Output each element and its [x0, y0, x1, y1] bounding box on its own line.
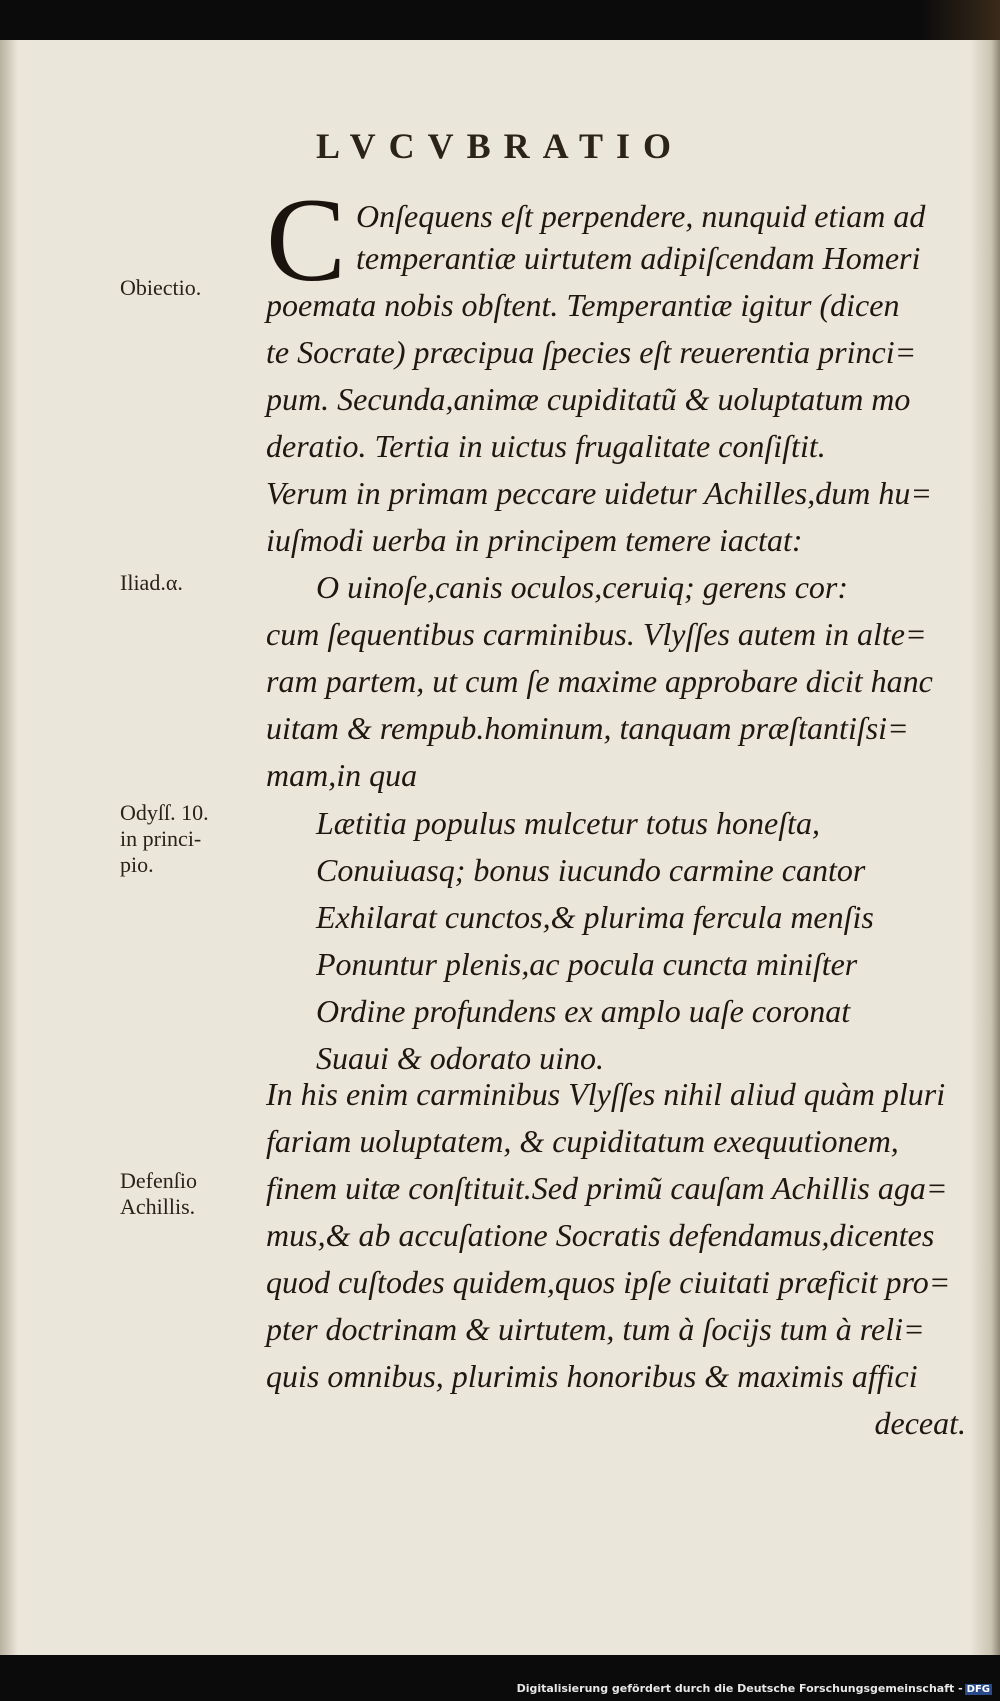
text-line: pter doctrinam & uirtutem, tum à ſocijs tum à reli=: [266, 1311, 925, 1347]
text-line: mam,in qua: [266, 757, 418, 793]
verse-line: Ponuntur plenis,ac pocula cuncta miniſter: [316, 946, 858, 982]
text-line: cum ſequentibus carminibus. Vlyſſes autem in alte=: [266, 616, 927, 652]
text-line: iuſmodi uerba in principem temere iactat:: [266, 522, 803, 558]
text-line: pum. Secunda,animæ cupiditatũ & uoluptatum mo: [266, 381, 911, 417]
verse-line: Lætitia populus mulcetur totus honeſta,: [316, 805, 821, 841]
drop-initial: C: [266, 173, 347, 306]
text-line: In his enim carminibus Vlyſſes nihil aliud quàm pluri: [266, 1076, 946, 1112]
text-line: O uinoſe,canis oculos,ceruiq; gerens cor:: [316, 569, 849, 605]
verse-line: Ordine profundens ex amplo uaſe coronat: [316, 993, 851, 1029]
text-line: fariam uoluptatem, & cupiditatum exequutionem,: [266, 1123, 899, 1159]
running-head: LVCVBRATIO: [315, 126, 685, 166]
verse-line: Suaui & odorato uino.: [316, 1040, 605, 1076]
digitization-credit-text: Digitalisierung gefördert durch die Deutsche Forschungsgemeinschaft -: [516, 1682, 963, 1695]
text-line: ram partem, ut cum ſe maxime approbare dicit hanc: [266, 663, 933, 699]
text-line: deratio. Tertia in uictus frugalitate conſiſtit.: [266, 428, 826, 464]
page-edge-shadow: [970, 40, 1000, 1655]
text-line: poemata nobis obſtent. Temperantiæ igitur (dicen: [266, 287, 900, 323]
text-line: temperantiæ uirtutem adipiſcendam Homeri: [356, 240, 921, 276]
page-top-edge: [920, 0, 1000, 40]
digitization-credit: [517, 1682, 992, 1695]
text-line: mus,& ab accuſatione Socratis defendamus,dicentes: [266, 1217, 935, 1253]
margin-note-defensio: Defenſio Achillis.: [120, 1168, 197, 1219]
verse-line: Conuiuasq; bonus iucundo carmine cantor: [316, 852, 866, 888]
margin-note-odyssey: Odyſſ. 10. in princi- pio.: [120, 800, 209, 877]
text-line: quod cuſtodes quidem,quos ipſe ciuitati præficit pro=: [266, 1264, 951, 1300]
margin-note-iliad: Iliad.α.: [120, 570, 183, 595]
text-line: quis omnibus, plurimis honoribus & maximis affici: [266, 1358, 918, 1394]
text-line: finem uitæ conſtituit.Sed primũ cauſam Achillis aga=: [266, 1170, 948, 1206]
text-line: Onſequens eſt perpendere, nunquid etiam ad: [356, 198, 926, 234]
page-gutter-shadow: [0, 40, 18, 1655]
text-line: Verum in primam peccare uidetur Achilles,dum hu=: [266, 475, 932, 511]
margin-note-obiectio: Obiectio.: [120, 275, 202, 300]
text-line: uitam & rempub.hominum, tanquam præſtantiſsi=: [266, 710, 909, 746]
text-line-catchword: deceat.: [874, 1405, 966, 1441]
verse-line: Exhilarat cunctos,& plurima fercula menſis: [316, 899, 874, 935]
dfg-logo: DFG: [966, 1684, 990, 1695]
text-line: te Socrate) præcipua ſpecies eſt reuerentia princi=: [266, 334, 917, 370]
